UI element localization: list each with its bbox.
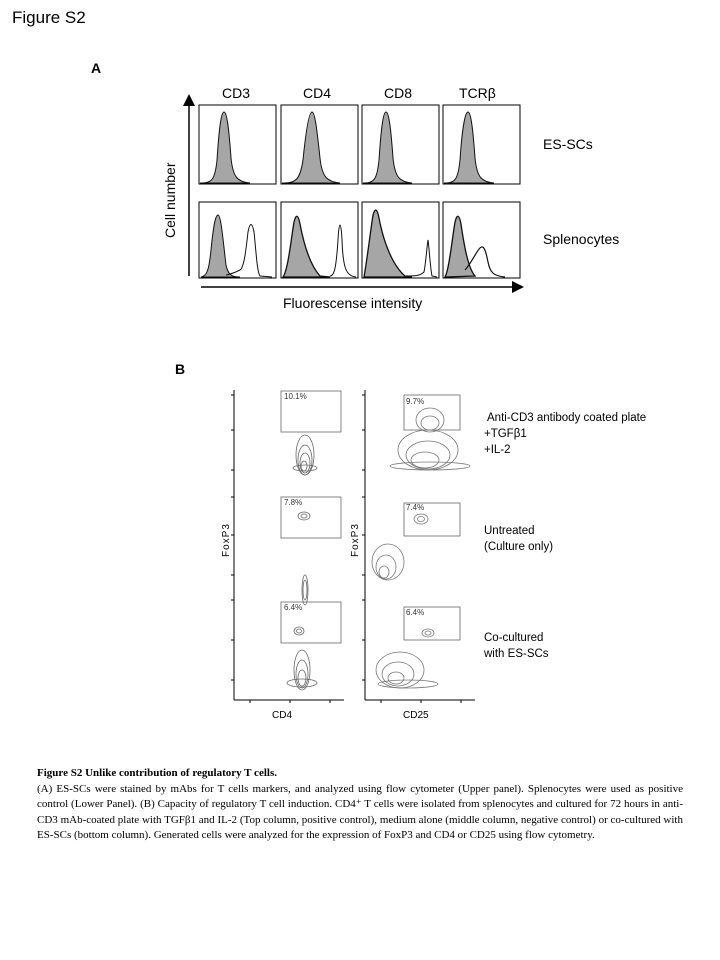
- row-label-splenocytes: Splenocytes: [543, 231, 620, 247]
- contour-left-top: [281, 391, 341, 475]
- right-y-axis-label: FoxP3: [350, 523, 361, 557]
- pct-left-bottom: 6.4%: [284, 603, 303, 612]
- pct-right-bottom: 6.4%: [406, 608, 425, 617]
- marker-label-cd8: CD8: [384, 85, 413, 101]
- x-axis-label-fluorescence: Fluorescense intensity: [283, 295, 423, 311]
- figure-title: Figure S2: [12, 8, 86, 27]
- contour-right-bottom: [376, 607, 460, 688]
- marker-label-tcrb: TCRβ: [459, 85, 496, 101]
- caption-body: (A) ES-SCs were stained by mAbs for T cells markers, and analyzed using flow cytometer (Upper panel). Splenocytes were used as positive control (Lower Panel). (B) Capacity of regulatory T cell induction. CD4⁺ T cells were isolated from splenocytes and cultured for 72 hours in anti-CD3 mAb-coated plate with TGFβ1 and IL-2 (Top column, positive control), medium alone (middle column, negative control) or co-cultured with ES-SCs (bottom column). Generated cells were analyzed for the expression of FoxP3 and CD4 or CD25 using flow cytometry.: [37, 782, 683, 841]
- condition-line: Anti-CD3 antibody coated plate: [487, 412, 647, 424]
- condition-anti-cd3: [484, 410, 646, 458]
- condition-co-cultured: [484, 630, 549, 662]
- condition-line: +TGFβ1: [484, 428, 527, 440]
- condition-line: with ES-SCs: [484, 648, 549, 660]
- pct-left-middle: 7.8%: [284, 498, 303, 507]
- y-axis-label-cell-number: Cell number: [162, 162, 178, 238]
- figure-caption: [37, 766, 683, 844]
- right-x-axis-label: CD25: [403, 710, 429, 721]
- condition-line: Untreated: [484, 525, 535, 537]
- caption-title: Figure S2 Unlike contribution of regulatory T cells.: [37, 767, 277, 779]
- left-y-axis-label: FoxP3: [221, 523, 232, 557]
- left-x-axis-label: CD4: [272, 710, 293, 721]
- condition-line: Co-cultured: [484, 632, 544, 644]
- condition-line: (Culture only): [484, 541, 554, 553]
- marker-label-cd4: CD4: [303, 85, 332, 101]
- condition-line: +IL-2: [484, 444, 511, 456]
- contour-left-bottom: [281, 602, 341, 690]
- pct-right-top: 9.7%: [406, 397, 425, 406]
- marker-label-cd3: CD3: [222, 85, 251, 101]
- row-label-es-scs: ES-SCs: [543, 136, 593, 152]
- pct-left-top: 10.1%: [284, 392, 307, 401]
- pct-right-middle: 7.4%: [406, 503, 425, 512]
- panel-a-letter: A: [91, 60, 102, 76]
- contour-right-top: [390, 395, 470, 470]
- contour-left-middle: [281, 497, 341, 605]
- panel-b-letter: B: [175, 361, 186, 377]
- contour-right-middle: [372, 503, 460, 580]
- condition-untreated: [484, 523, 553, 555]
